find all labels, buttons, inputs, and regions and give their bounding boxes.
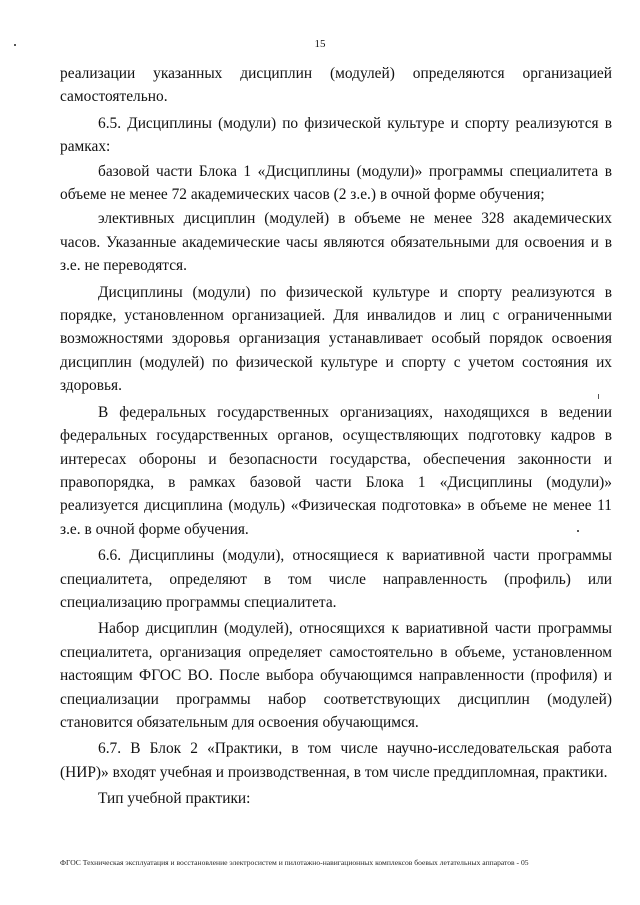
paragraph: В федеральных государственных организациях, находящихся в ведении федеральных государственных органов, осуществляющих подготовку кадров в интересах обороны и безопасности государства, обеспечения законности и правопорядка, в рамках базовой части Блока 1 «Дисциплины (модули)» реализуется дисциплина (модуль) «Физическая подготовка» в объеме не менее 11 з.е. в очной форме обучения. [60,403,612,538]
page-number: 15 [314,38,326,50]
document-body [60,62,612,811]
paragraph: 6.7. В Блок 2 «Практики, в том числе научно-исследовательская работа (НИР)» входят учебная и производственная, в том числе преддипломная, практики. [60,740,612,781]
paragraph: Тип учебной практики: [98,790,251,808]
paragraph: элективных дисциплин (модулей) в объеме не менее 328 академических часов. Указанные академические часы являются обязательными для освоения и в з.е. не переводятся. [60,210,612,275]
paragraph: Дисциплины (модули) по физической культуре и спорту реализуются в порядке, установленном организацией. Для инвалидов и лиц с ограниченными возможностями здоровья организация устанавливает особый порядок освоения дисциплин (модулей) по физической культуре и спорту с учетом состояния их здоровья. [60,283,612,395]
scan-speck [14,44,16,46]
paragraph: реализации указанных дисциплин (модулей) определяются организацией самостоятельно. [60,65,612,106]
paragraph: 6.6. Дисциплины (модули), относящиеся к вариативной части программы специалитета, определяют в том числе направленность (профиль) или специализацию программы специалитета. [60,547,612,611]
paragraph: 6.5. Дисциплины (модули) по физической культуре и спорту реализуются в рамках: [60,114,612,156]
scan-speck [598,394,599,399]
scan-speck [577,530,579,532]
page-footer: ФГОС Техническая эксплуатация и восстановление электросистем и пилотажно-навигационных комплексов боевых летательных аппаратов - 05 [60,858,529,867]
paragraph: базовой части Блока 1 «Дисциплины (модули)» программы специалитета в объеме не менее 72 академических часов (2 з.е.) в очной форме обучения; [60,162,612,204]
paragraph: Набор дисциплин (модулей), относящихся к вариативной части программы специалитета, организация определяет самостоятельно в объеме, установленном настоящим ФГОС ВО. После выбора обучающимся направленности (профиля) и специализации программы набор соответствующих дисциплин (модулей) становится обязательным для освоения обучающимся. [60,620,612,731]
